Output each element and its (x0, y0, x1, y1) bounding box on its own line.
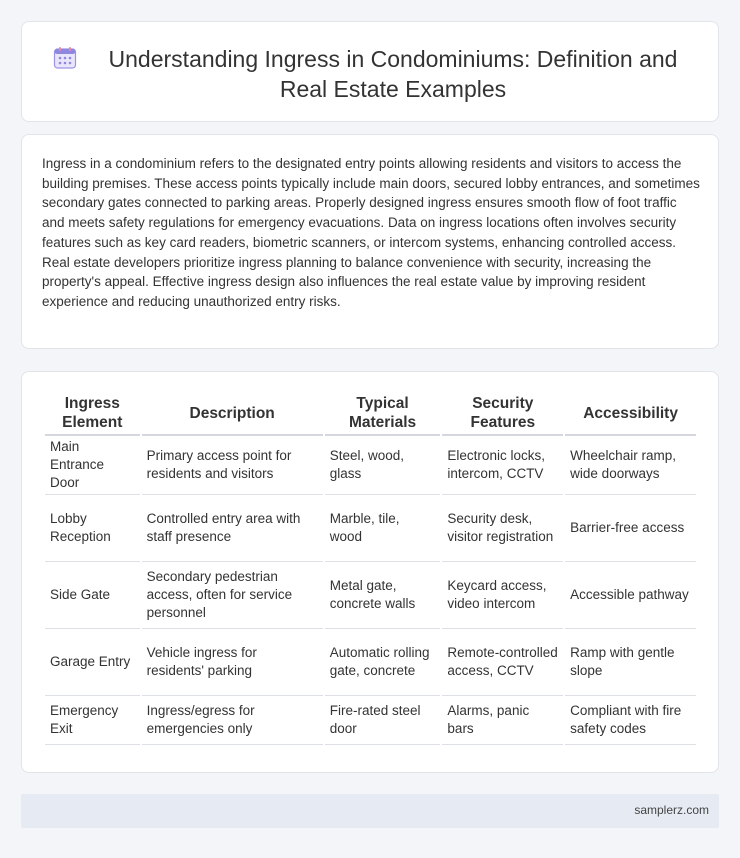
cell-description: Primary access point for residents and visitors (142, 436, 323, 495)
cell-element: Garage Entry (45, 629, 140, 696)
table-row (45, 629, 696, 696)
table-row (45, 436, 696, 495)
header-accessibility: Accessibility (565, 394, 696, 436)
cell-accessibility: Barrier-free access (565, 495, 696, 562)
cell-element: Main Entrance Door (45, 436, 140, 495)
cell-materials: Fire-rated steel door (325, 696, 441, 745)
cell-materials: Steel, wood, glass (325, 436, 441, 495)
cell-description: Vehicle ingress for residents' parking (142, 629, 323, 696)
cell-security: Electronic locks, intercom, CCTV (442, 436, 563, 495)
table-card (21, 371, 719, 773)
cell-accessibility: Ramp with gentle slope (565, 629, 696, 696)
header-typical-materials: Typical Materials (325, 394, 441, 436)
footer-bar (21, 794, 719, 828)
cell-description: Controlled entry area with staff presence (142, 495, 323, 562)
table-row (45, 495, 696, 562)
cell-description: Secondary pedestrian access, often for service personnel (142, 562, 323, 629)
header-description: Description (142, 394, 323, 436)
cell-security: Security desk, visitor registration (442, 495, 563, 562)
cell-materials: Automatic rolling gate, concrete (325, 629, 441, 696)
cell-element: Side Gate (45, 562, 140, 629)
cell-element: Lobby Reception (45, 495, 140, 562)
page-title: Understanding Ingress in Condominiums: Definition and Real Estate Examples (108, 46, 678, 102)
cell-element: Emergency Exit (45, 696, 140, 745)
cell-description: Ingress/egress for emergencies only (142, 696, 323, 745)
footer-site-link[interactable]: samplerz.com (634, 803, 709, 817)
cell-security: Remote-controlled access, CCTV (442, 629, 563, 696)
table-row (45, 696, 696, 745)
cell-security: Alarms, panic bars (442, 696, 563, 745)
intro-paragraph: Ingress in a condominium refers to the designated entry points allowing residents and visitors to access the building premises. These access points typically include main doors, secured lobby entrances, and sometimes secondary gates connected to parking areas. Properly designed ingress ensures smooth flow of foot traffic and meets safety regulations for emergency evacuations. Data on ingress locations often involves security features such as key card readers, biometric scanners, or intercom systems, enhancing controlled access. Real estate developers prioritize ingress planning to balance convenience with security, increasing the property's appeal. Effective ingress design also influences the real estate value by improving resident experience and reducing unauthorized entry risks. (42, 156, 700, 309)
header-security-features: Security Features (442, 394, 563, 436)
cell-materials: Marble, tile, wood (325, 495, 441, 562)
title-card (21, 21, 719, 122)
table-header-row (45, 394, 696, 436)
cell-accessibility: Accessible pathway (565, 562, 696, 629)
cell-accessibility: Wheelchair ramp, wide doorways (565, 436, 696, 495)
cell-security: Keycard access, video intercom (442, 562, 563, 629)
table-row (45, 562, 696, 629)
header-ingress-element: Ingress Element (45, 394, 140, 436)
cell-materials: Metal gate, concrete walls (325, 562, 441, 629)
cell-accessibility: Compliant with fire safety codes (565, 696, 696, 745)
ingress-table (43, 394, 698, 745)
intro-card (21, 134, 719, 349)
